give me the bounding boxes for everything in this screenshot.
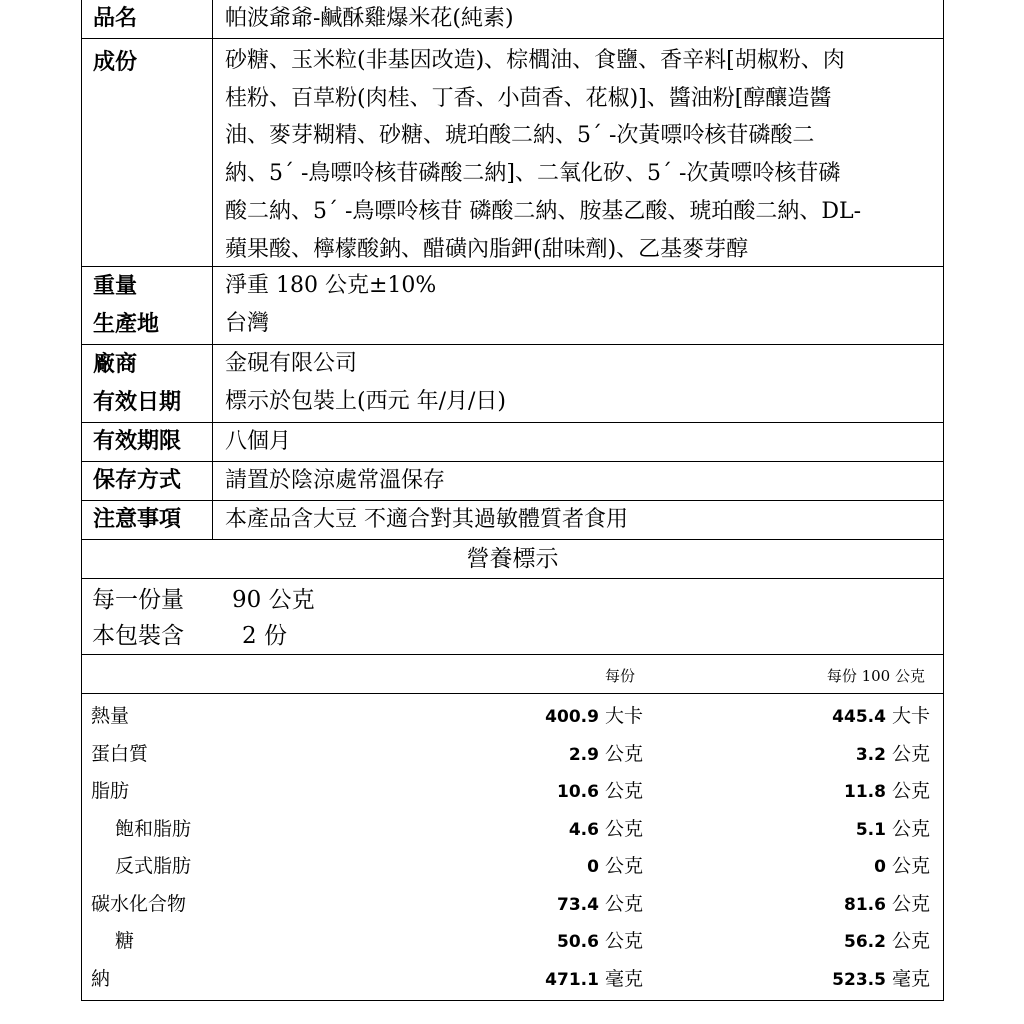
- nutrient-per-100g: 0 公克: [874, 855, 930, 877]
- maker-expiry-labels: [82, 345, 213, 422]
- maker-value: 金硯有限公司: [225, 351, 358, 376]
- nutrient-name: 脂肪: [91, 780, 130, 802]
- nutrient-per-serving: 2.9 公克: [568, 742, 643, 765]
- row-maker-expiry: [82, 344, 943, 422]
- ingredients-line: 桂粉、百草粉(肉桂、丁香、小茴香、花椒)]、醬油粉[醇釀造醬: [225, 85, 832, 111]
- nutrient-per-serving: 0 公克: [587, 855, 643, 877]
- serving-size-label: 每一份量: [92, 587, 184, 613]
- maker-label: 廠商: [93, 351, 138, 377]
- weight-origin-values: [213, 267, 943, 344]
- product-info-sheet: [81, 0, 944, 1001]
- nutrient-name: 納: [91, 967, 111, 990]
- nutrient-per-100g: 11.8 公克: [844, 780, 930, 802]
- origin-label: 生產地: [93, 311, 160, 337]
- nutrient-name: 糖: [115, 930, 135, 952]
- servings-label: 本包裝含: [92, 623, 184, 649]
- origin-value: 台灣: [225, 311, 270, 336]
- nutrient-per-100g: 81.6 公克: [844, 892, 930, 915]
- nutrient-per-100g: 445.4 大卡: [832, 705, 930, 727]
- product-name-label: 品名: [82, 0, 213, 38]
- row-weight-origin: [82, 266, 943, 344]
- nutrient-name: 飽和脂肪: [115, 817, 192, 840]
- nutrient-per-serving: 50.6 公克: [557, 930, 643, 952]
- ingredients-label: 成份: [82, 39, 213, 266]
- servings-value: 2 份: [242, 623, 287, 649]
- storage-value: 請置於陰涼處常溫保存: [225, 468, 446, 493]
- nutrient-per-serving: 4.6 公克: [568, 817, 643, 840]
- row-notice: [82, 500, 943, 539]
- nutrient-per-100g: 3.2 公克: [855, 742, 930, 765]
- product-name-value: 帕波爺爺-鹹酥雞爆米花(純素): [225, 6, 514, 31]
- ingredients-line: 油、麥芽糊精、砂糖、琥珀酸二納、5´ -次黃嘌呤核苷磷酸二: [225, 123, 815, 149]
- nutrition-title: 營養標示: [82, 539, 943, 578]
- nutrition-row: [82, 923, 943, 961]
- nutrition-row: [82, 736, 943, 774]
- weight-label: 重量: [93, 273, 138, 299]
- servings-line: [92, 618, 943, 654]
- ingredients-line: 酸二納、5´ -鳥嘌呤核苷 磷酸二納、胺基乙酸、琥珀酸二納、DL-: [225, 198, 862, 224]
- ingredients-line: 砂糖、玉米粒(非基因改造)、棕櫚油、食鹽、香辛料[胡椒粉、肉: [225, 48, 845, 73]
- shelf-life-value: 八個月: [225, 429, 292, 454]
- serving-info: [82, 578, 943, 654]
- maker-expiry-values: [213, 345, 943, 422]
- row-storage: [82, 461, 943, 500]
- col-per-serving: 每份: [604, 667, 635, 685]
- nutrient-name: 碳水化合物: [91, 892, 187, 915]
- nutrient-per-serving: 73.4 公克: [557, 892, 643, 915]
- shelf-life-label: 有效期限: [82, 423, 213, 461]
- nutrition-row: [82, 886, 943, 924]
- expiry-date-label: 有效日期: [93, 389, 182, 415]
- nutrition-row: [82, 698, 943, 736]
- nutrient-per-100g: 523.5 毫克: [832, 967, 930, 990]
- nutrient-name: 反式脂肪: [115, 855, 192, 877]
- row-shelf-life: [82, 422, 943, 461]
- nutrient-per-100g: 5.1 公克: [855, 817, 930, 840]
- nutrition-column-header: [82, 654, 943, 693]
- row-product-name: [82, 0, 943, 38]
- nutrient-per-serving: 10.6 公克: [557, 780, 643, 802]
- serving-size-line: [92, 582, 943, 618]
- serving-size-value: 90 公克: [232, 587, 315, 613]
- nutrition-row: [82, 773, 943, 811]
- ingredients-value: [213, 39, 943, 266]
- ingredients-line: 納、5´ -鳥嘌呤核苷磷酸二納]、二氧化矽、5´ -次黃嘌呤核苷磷: [225, 161, 841, 187]
- nutrition-row: [82, 961, 943, 999]
- weight-origin-labels: [82, 267, 213, 344]
- ingredients-line: 蘋果酸、檸檬酸鈉、醋磺內脂鉀(甜味劑)、乙基麥芽醇: [225, 236, 749, 262]
- notice-value: 本產品含大豆 不適合對其過敏體質者食用: [225, 507, 628, 532]
- notice-label: 注意事項: [82, 501, 213, 539]
- storage-label: 保存方式: [82, 462, 213, 500]
- expiry-date-value: 標示於包裝上(西元 年/月/日): [225, 389, 506, 414]
- row-ingredients: [82, 38, 943, 266]
- nutrient-name: 熱量: [91, 705, 130, 727]
- nutrition-table: [82, 693, 943, 1000]
- nutrient-per-100g: 56.2 公克: [844, 930, 930, 952]
- weight-value: 淨重 180 公克±10%: [225, 273, 437, 298]
- nutrition-row: [82, 848, 943, 886]
- nutrient-name: 蛋白質: [91, 742, 149, 765]
- nutrient-per-serving: 400.9 大卡: [545, 705, 643, 727]
- nutrition-row: [82, 811, 943, 849]
- col-per-100g: 每份 100 公克: [826, 667, 925, 685]
- nutrient-per-serving: 471.1 毫克: [545, 967, 643, 990]
